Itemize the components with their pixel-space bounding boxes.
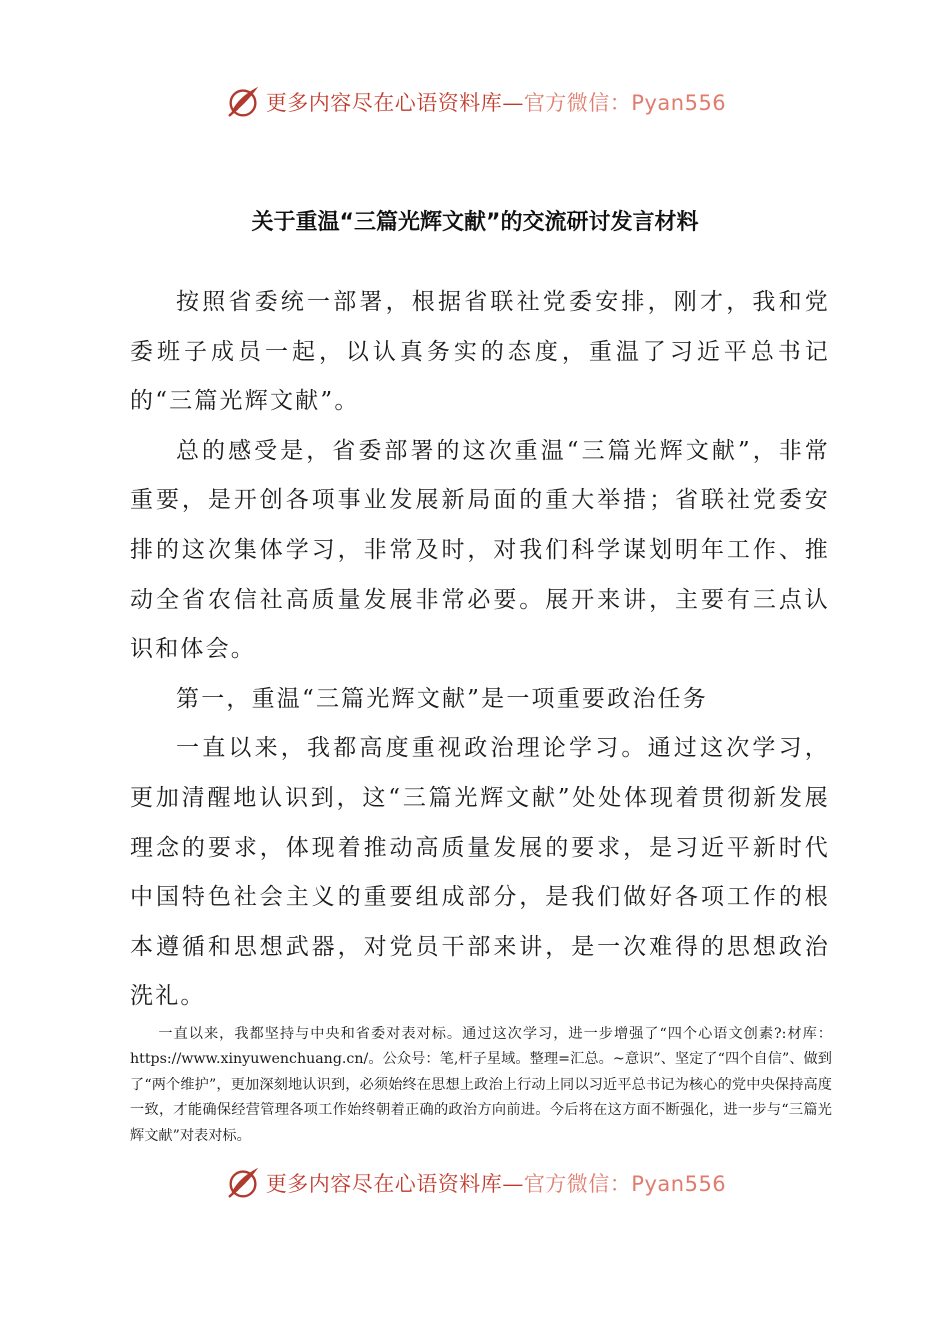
quill-logo-icon [224,1164,262,1202]
paragraph-2: 总的感受是，省委部署的这次重温“三篇光辉文献”，非常重要，是开创各项事业发展新局面的重大举措；省联社党委安排的这次集体学习，非常及时，对我们科学谋划明年工作、推动全省农信社高质量发展非常必要。展开来讲，主要有三点认识和体会。 [130,437,830,663]
small-print-paragraph: 一直以来，我都坚持与中央和省委对表对标。通过这次学习，进一步增强了“四个心语文创素?:材库：https://www.xinyuwenchuang.cn/。公众号：笔,杆子星域。整理=汇总。~意识”、坚定了“四个自信”、做到了“两个维护”，更加深刻地认识到，必须始终在思想上政治上行动上同以习近平总书记为核心的党中央保持高度一致，才能确保经营管理各项工作始终朝着正确的政治方向前进。今后将在这方面不断强化，进一步与“三篇光辉文献”对表对标。 [130,1026,832,1144]
header-banner [0,82,950,122]
footer-banner [0,1163,950,1203]
document-title: 关于重温“三篇光辉文献”的交流研讨发言材料 [251,210,699,235]
paragraph-3: 一直以来，我都高度重视政治理论学习。通过这次学习，更加清醒地认识到，这“三篇光辉文献”处处体现着贯彻新发展理念的要求，体现着推动高质量发展的要求，是习近平新时代中国特色社会主义的重要组成部分，是我们做好各项工作的根本遵循和思想武器，对党员干部来讲，是一次难得的思想政治洗礼。 [130,735,830,1010]
banner-text: 更多内容尽在心语资料库—官方微信：Pyan556 [265,91,727,115]
section-heading-1: 第一，重温“三篇光辉文献”是一项重要政治任务 [176,685,708,712]
paragraph-1: 按照省委统一部署，根据省联社党委安排，刚才，我和党委班子成员一起，以认真务实的态度，重温了习近平总书记的“三篇光辉文献”。 [130,289,830,415]
document-body [130,278,830,1022]
quill-logo-icon [224,83,262,121]
banner-text: 更多内容尽在心语资料库—官方微信：Pyan556 [265,1172,727,1196]
